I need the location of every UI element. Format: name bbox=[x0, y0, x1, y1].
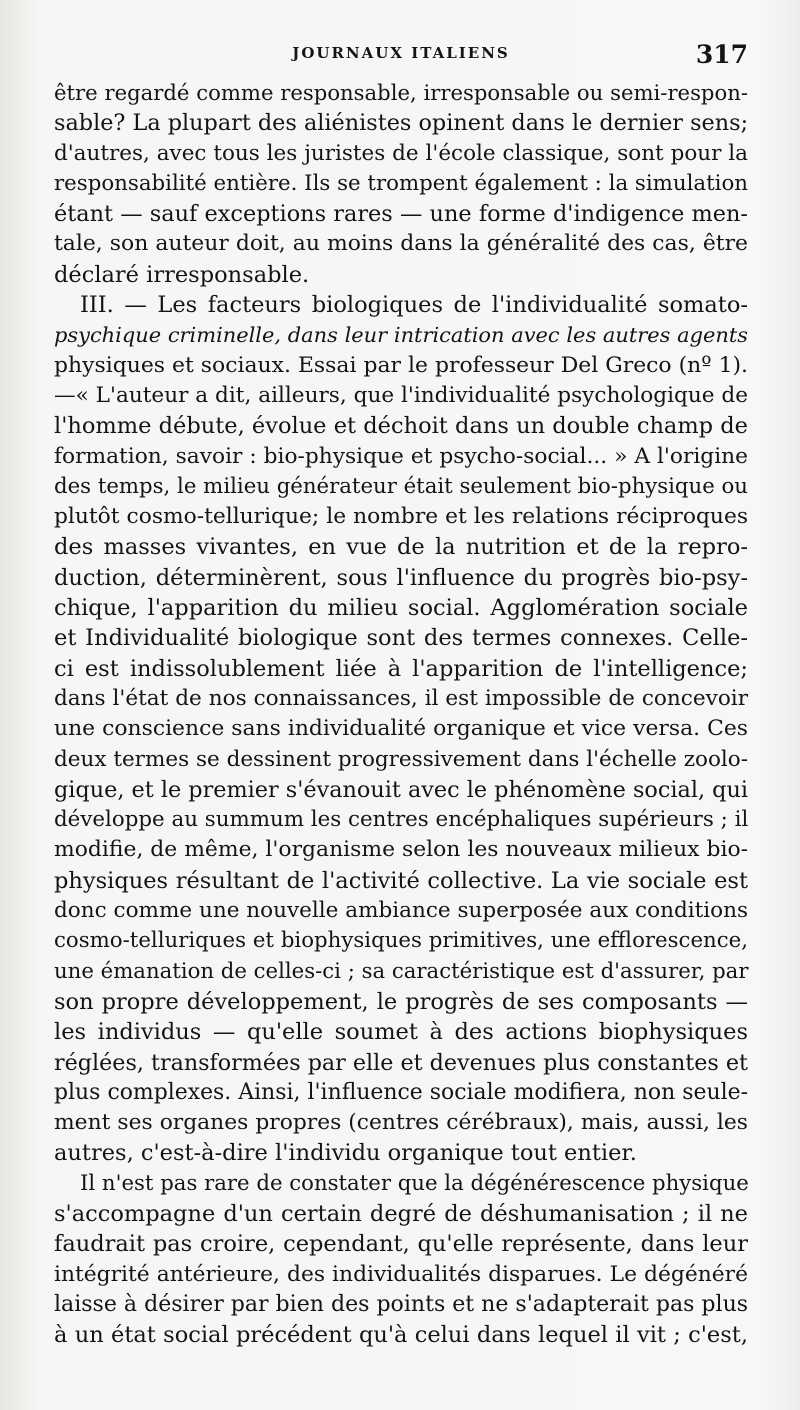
text-line: intégrité antérieure, des individualités disparues. Le dégénéré bbox=[54, 1261, 748, 1287]
text-line: gique, et le premier s'évanouit avec le phénomène social, qui bbox=[54, 776, 748, 803]
text-line: cosmo-telluriques et biophysiques primitives, une efflorescence, bbox=[54, 928, 748, 954]
text-line: psychique criminelle, dans leur intrication avec les autres agents bbox=[54, 323, 748, 348]
text-line: duction, déterminèrent, sous l'influence du progrès bio-psy- bbox=[54, 564, 748, 591]
text-line: plus complexes. Ainsi, l'influence sociale modifiera, non seule- bbox=[54, 1079, 748, 1105]
text-line: son propre développement, le progrès de ses composants — bbox=[54, 988, 748, 1015]
text-line: développe au summum les centres encéphaliques supérieurs ; il bbox=[54, 807, 749, 833]
text-line: formation, savoir : bio-physique et psycho-social... » A l'origine bbox=[54, 443, 748, 469]
text-line: et Individualité biologique sont des termes connexes. Celle- bbox=[54, 625, 748, 652]
paragraph-1 bbox=[54, 78, 748, 290]
text-line: chique, l'apparition du milieu social. Agglomération sociale bbox=[54, 595, 748, 622]
text-line: laisse à désirer par bien des points et ne s'adapterait pas plus bbox=[54, 1291, 749, 1317]
text-line: physiques et sociaux. Essai par le professeur Del Greco (nº 1). bbox=[54, 352, 748, 378]
text-line: dans l'état de nos connaissances, il est impossible de concevoir bbox=[54, 685, 748, 711]
text-line: s'accompagne d'un certain degré de déshumanisation ; il ne bbox=[54, 1200, 748, 1227]
paragraph-3 bbox=[54, 1169, 748, 1351]
text-line: l'homme débute, évolue et déchoit dans un double champ de bbox=[54, 413, 748, 440]
text-line: réglées, transformées par elle et devenues plus constantes et bbox=[54, 1049, 748, 1076]
page-number: 317 bbox=[695, 40, 748, 69]
text-line: autres, c'est-à-dire l'individu organique tout entier. bbox=[54, 1140, 637, 1167]
text-line: ci est indissolublement liée à l'apparition de l'intelligence; bbox=[54, 655, 748, 682]
text-line: des masses vivantes, en vue de la nutrition et de la repro- bbox=[54, 534, 748, 561]
running-head: JOURNAUX ITALIENS bbox=[292, 44, 510, 62]
text-line: déclaré irresponsable. bbox=[54, 261, 310, 288]
text-line: sable? La plupart des aliénistes opinent dans le dernier sens; bbox=[54, 110, 749, 137]
text-line: responsabilité entière. Ils se trompent également : la simulation bbox=[54, 170, 748, 196]
text-line: faudrait pas croire, cependant, qu'elle représente, dans leur bbox=[54, 1231, 748, 1258]
text-line: étant — sauf exceptions rares — une forme d'indigence men- bbox=[54, 201, 748, 228]
text-line: physiques résultant de l'activité collective. La vie sociale est bbox=[54, 867, 748, 894]
text-line: être regardé comme responsable, irresponsable ou semi-respon- bbox=[54, 80, 748, 105]
text-line: les individus — qu'elle soumet à des actions biophysiques bbox=[54, 1019, 748, 1046]
text-line: plutôt cosmo-tellurique; le nombre et les relations réciproques bbox=[54, 504, 748, 530]
text-line: deux termes se dessinent progressivement dans l'échelle zoolo- bbox=[54, 746, 748, 772]
text-line: à un état social précédent qu'à celui dans lequel il vit ; c'est, bbox=[54, 1322, 748, 1349]
text-line: Il n'est pas rare de constater que la dégénérescence physique bbox=[80, 1170, 749, 1196]
text-line: une conscience sans individualité organique et vice versa. Ces bbox=[54, 716, 748, 742]
page-header bbox=[54, 36, 748, 76]
body-text bbox=[54, 78, 748, 1350]
text-line: III. — Les facteurs biologiques de l'individualité somato- bbox=[80, 292, 748, 319]
text-line: d'autres, avec tous les juristes de l'école classique, sont pour la bbox=[54, 140, 748, 166]
text-line: tale, son auteur doit, au moins dans la généralité des cas, être bbox=[54, 231, 748, 257]
text-line: donc comme une nouvelle ambiance superposée aux conditions bbox=[54, 898, 749, 924]
paragraph-2 bbox=[54, 290, 748, 1169]
text-line: une émanation de celles-ci ; sa caractéristique est d'assurer, par bbox=[54, 958, 749, 984]
text-line: des temps, le milieu générateur était seulement bio-physique ou bbox=[54, 473, 748, 499]
text-line: ment ses organes propres (centres cérébraux), mais, aussi, les bbox=[54, 1110, 748, 1136]
text-line: —« L'auteur a dit, ailleurs, que l'individualité psychologique de bbox=[54, 382, 748, 408]
text-line: modifie, de même, l'organisme selon les nouveaux milieux bio- bbox=[54, 837, 748, 863]
